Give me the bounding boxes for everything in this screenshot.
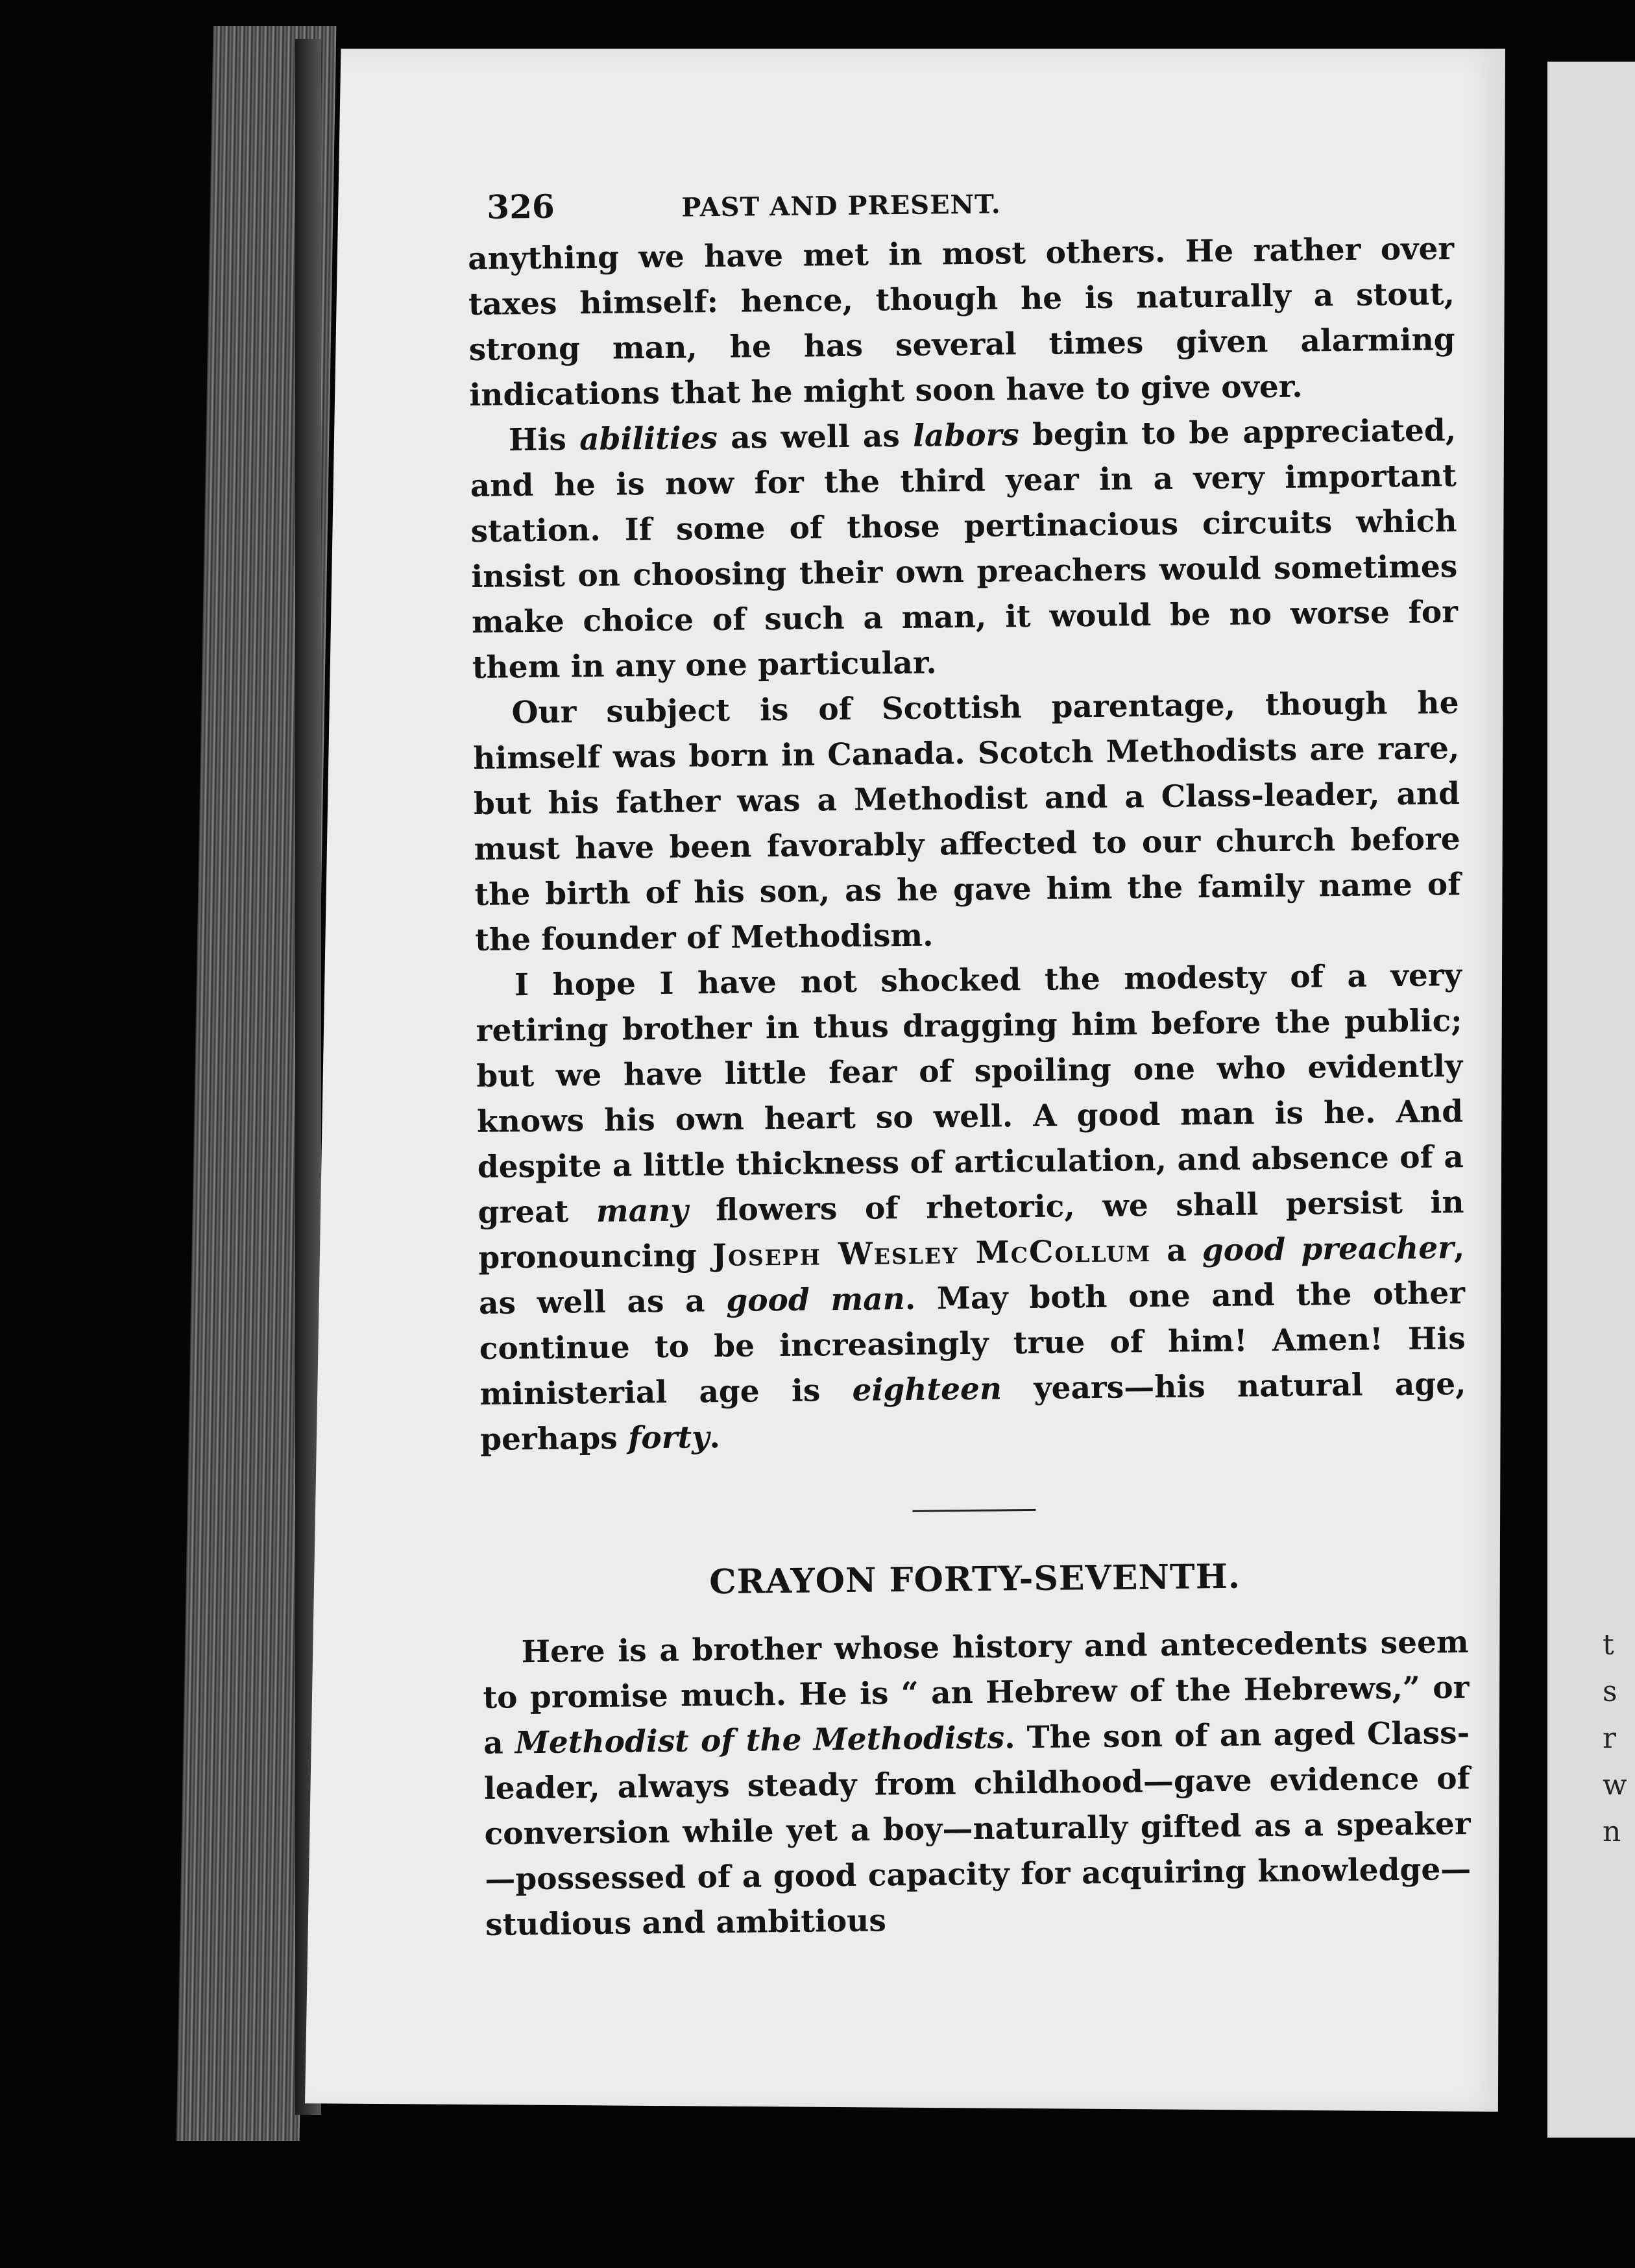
emphasis-labors: labors xyxy=(912,417,1020,454)
emphasis-many: many xyxy=(596,1192,688,1230)
page-number: 326 xyxy=(487,187,555,226)
running-title: PAST AND PRESENT. xyxy=(681,189,1001,223)
emphasis-abilities: abilities xyxy=(579,420,718,458)
fragment: r xyxy=(1603,1722,1617,1755)
paragraph-2: His abilities as well as labors begin to be appreciated, and he is now for the third year in a very important station. If some of those pertinacious circuits which insist on choosing their own preachers would sometimes make choice of such a man, it would be no worse for them in any one particular. xyxy=(470,413,1459,686)
paragraph-1: anything we have met in most others. He rather over taxes himself: hence, though he is naturally a stout, strong man, he has several times given alarming indications that he might soon have to give over. xyxy=(467,231,1455,413)
emphasis-good-man: good man xyxy=(726,1281,906,1319)
section-divider xyxy=(912,1509,1036,1512)
fragment: t xyxy=(1603,1628,1614,1661)
preacher-name: Joseph Wesley McCollum xyxy=(712,1233,1152,1274)
paragraph-3: Our subject is of Scottish parentage, though he himself was born in Canada. Scotch Methodists are rare, but his father was a Methodist and a Class-leader, and must have been favorably affected to our church before the birth of his son, as he gave him the family name of the founder of Methodism. xyxy=(472,685,1461,958)
fragment: n xyxy=(1603,1815,1621,1848)
emphasis-good-preacher: good preacher xyxy=(1202,1230,1455,1269)
adjacent-page-fragments xyxy=(1603,1622,1635,1855)
section-heading: CRAYON FORTY-SEVENTH. xyxy=(708,1556,1241,1602)
paragraph-4: I hope I have not shocked the modesty of a very retiring brother in thus dragging him before the public; but we have little fear of spoiling one who evidently knows his own heart so well. A good man is he. And despite a little thickness of articulation, and absence of a great many flowers of rhetoric, we shall persist in pronouncing Joseph Wesley McCollum a good preacher, as well as a good man. May both one and the other continue to be increasingly true of him! Amen! His ministerial age is eighteen years—his natural age, perhaps forty. xyxy=(476,958,1466,1458)
page-text xyxy=(467,175,1472,1948)
section-paragraph-1: Here is a brother whose history and antecedents seem to promise much. He is “ an Hebrew of the Hebrews,” or a Methodist of the Methodists. The son of an aged Class-leader, always steady from childhood—gave evidence of conversion while yet a boy—naturally gifted as a speaker—possessed of a good capacity for acquiring knowledge—studious and ambitious xyxy=(483,1624,1472,1943)
fragment: s xyxy=(1603,1675,1617,1708)
emphasis-eighteen: eighteen xyxy=(852,1371,1002,1408)
emphasis-methodist-of-the-methodists: Methodist of the Methodists xyxy=(515,1720,1005,1761)
emphasis-forty: forty xyxy=(627,1419,710,1456)
fragment: w xyxy=(1603,1768,1627,1802)
